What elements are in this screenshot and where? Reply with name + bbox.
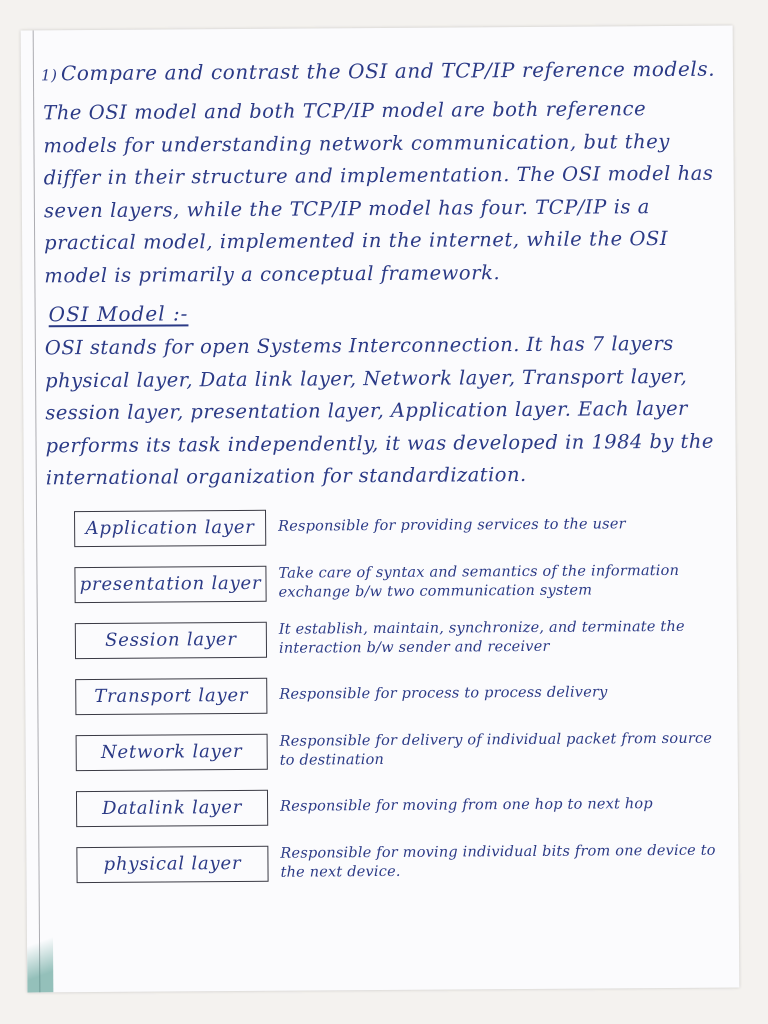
layer-row-datalink: [76, 782, 726, 831]
handwritten-notes: [41, 54, 727, 899]
osi-heading-text: OSI Model :-: [48, 301, 189, 327]
layer-row-network: [76, 726, 726, 775]
layer-description: It establish, maintain, synchronize, and terminate the interaction b/w sender and receiver: [278, 618, 685, 657]
layer-row-presentation: [74, 558, 724, 607]
layer-name-box: Session layer: [75, 621, 267, 658]
osi-paragraph: OSI stands for open Systems Interconnection. It has 7 layers physical layer, Data link layer, Network layer, Transport layer, session layer, presentation layer, Application layer. Each layer performs its task independently, it was developed in 1984 by the international organization for standardization.: [44, 331, 714, 490]
layer-name-box: Network layer: [76, 733, 268, 770]
layer-name-box: Application layer: [74, 509, 266, 546]
layer-name-box: presentation layer: [74, 565, 266, 602]
margin-line: [33, 30, 41, 992]
layer-description: Responsible for providing services to the user: [278, 516, 626, 535]
layer-name-box: Transport layer: [75, 677, 267, 714]
question: [41, 54, 721, 92]
layer-description: Responsible for delivery of individual packet from source to destination: [279, 730, 713, 769]
layer-row-application: [74, 502, 724, 551]
layer-name-box: Datalink layer: [76, 789, 268, 826]
intro-paragraph: The OSI model and both TCP/IP model are both reference models for understanding network communication, but they differ in their structure and implementation. The OSI model has seven layers, while the TCP/IP model has four. TCP/IP is a practical model, implemented in the internet, while the OSI model is primarily a conceptual framework.: [43, 97, 714, 287]
layer-row-physical: [76, 838, 726, 887]
layer-row-transport: [75, 670, 725, 719]
layer-description: Responsible for moving individual bits from one device to the next device.: [280, 842, 716, 881]
notebook-page: [21, 26, 740, 993]
question-number: 1): [40, 66, 58, 85]
layer-description: Take care of syntax and semantics of the information exchange b/w two communication system: [278, 562, 680, 601]
osi-layer-table: [74, 502, 727, 887]
question-text: Compare and contrast the OSI and TCP/IP reference models.: [60, 56, 716, 86]
layer-description: Responsible for moving from one hop to next hop: [280, 796, 653, 815]
corner-stain: [27, 932, 53, 992]
osi-heading: [43, 294, 723, 331]
layer-row-session: [75, 614, 725, 663]
layer-description: Responsible for process to process delivery: [279, 684, 608, 703]
layer-name-box: physical layer: [76, 845, 268, 882]
